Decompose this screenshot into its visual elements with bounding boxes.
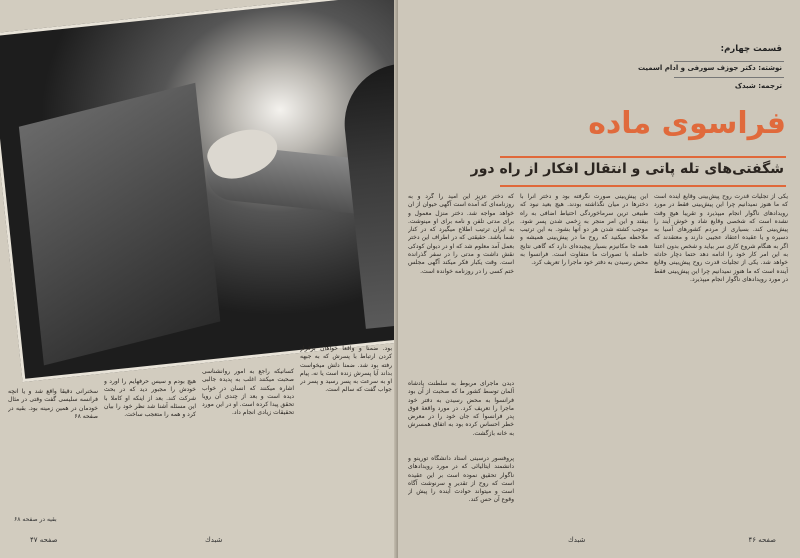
page-number: صفحه ۴۶ (748, 536, 776, 544)
text-column: این پیش‌بینی صورت نگرفته بود و دختر انرا با دخترها در میان نگذاشته بودند. هیچ بعید نبود که طبیعی ترین سرماخوردگی احتیاط اضافی به راه بیفتد و این امر منجر به زخمی شدن پسر شود. موجب کشته شدن هر دو آنها بشود. به این ترتیب ملاحظه میکنید که روح ما در پیش‌بینی همیشه و همه جا مکانیزم بسیار پیچیده‌ای دارد که گاهی نتایج حاصله با تصورات ما متفاوت است. فرانسوا به محض رسیدن به دفتر خود ماجرا را تعریف کرد. (520, 193, 648, 267)
text-column: که دختر عزیز این امید را گرد و به روزنامه‌ای که آمده است آگهی حیوان از ان خواهد مواجه شد. دختر منزل معمول و برای مدتی تلفن و نامه برای او مینوشت. به ایران ترتیب اطلاع میگیرد که در کنار شما باشد. حقیقتی که در اطراف این دختر بعمل آمد معلوم شد که او در دیوان کودکی نقش داشت و مدتی را در سفر گذرانده است. وقت یکبار فکر میکند آگهی مجلس ختم کسی را در روزنامه خوانده است. (408, 193, 514, 275)
text-column: هیچ بودم و سیس حرفهایم را آورد و خودش را مجبور دید که در بحث شرکت کند. بعد از اینکه او کاملا با این مسئله آشنا شد نظر خود را بیان کرد و همه را متعجب ساخت. (104, 378, 196, 419)
magazine-name: شبدك (205, 536, 223, 544)
author: نوشته: دکتر جوزف سورفی و ادام اسمیت (638, 64, 782, 72)
article-title: فراسوی ماده (588, 106, 786, 141)
text-column: بود. ضمنا و واقعا خواهان برقرار کردن ارتباط با پسرش که به جبهه رفته بود شد. ضمنا دلش میخواست بداند آیا پسرش زنده است یا نه. پیام او به سرعت به پسر رسید و پسر در جواب گفت که سالم است. (300, 345, 392, 394)
page-number: صفحه ۴۷ (30, 536, 58, 544)
magazine-name: شبدك (568, 536, 586, 544)
series-part: قسمت چهارم: (720, 44, 782, 54)
text-column: پروفسور درسینی استاد دانشگاه تورینو و دانشمند ایتالیائی که در مورد رویدادهای ناگوار تحقیق نموده است بر این عقیده است که روح از تقدیر و سرنوشت آگاه است و میتواند حوادث آینده را پیش از وقوع آن حس کند. (408, 455, 514, 504)
translator: ترجمه: شبدک (734, 82, 782, 90)
text-column: یکی از تجلیات قدرت روح پیش‌بینی وقایع آینده است که ما هنوز نمیدانیم چرا این پیش‌بینی فقط در مورد رویدادهای ناگوار انجام میپذیرد و تقریبا هیچ وقت نشده است که شخصی وقایع شاد و خوش آیند را پیش‌بینی کند. بسیاری از مردم کشورهای آسیا به دسیره و یا عقیده اعتقاد عجیبی دارند و معتقدند که اگر به هنگام شروع کاری سر بیاید و شخص بدون اعتنا به این امر کار خود را ادامه دهد حتما دچار حادثه خواهد شد. یکی از تجلیات قدرت روح پیش‌بینی وقایع آینده است که ما هنوز نمیدانیم چرا این پیش‌بینی فقط در مورد رویدادهای ناگوار انجام میپذیرد. (654, 193, 788, 283)
text-column: سخنرانی دقیقا واقع شد و یا آنچه فرانسه سلیسی گفت وقتی در مثال خودمان در همین زمینه بود. بقیه در صفحه ۶۸ (8, 388, 98, 420)
continued-note: بقیه در صفحه ۶۸ (14, 516, 57, 523)
text-column: کسانیکه راجع به امور روانشناسی صحبت میکنند اغلب به پدیده جالبی اشاره میکنند که انسان در خواب دیده است و بعد از چندی آن رویا تحقق پیدا کرده است. او در این مورد تحقیقات زیادی انجام داد. (202, 368, 294, 417)
article-subtitle: شگفتی‌های تله پاتی و انتقال افکار از راه دور (470, 161, 784, 177)
right-page (398, 0, 800, 558)
text-column: دیدن ماجرای مربوط به سلطنت پادشاه آلمان توسط کشور ما که صحبت از آن بود فرانسوا به محض رسیدن به دفتر خود ماجرا را تعریف کرد. در مورد واقعهٔ فوق پدر فرانسوا که جان خود را در معرض خطر احساس کرده بود به اتفاق همسرش به خانه بازگشت. (408, 380, 514, 437)
left-page (0, 0, 398, 558)
